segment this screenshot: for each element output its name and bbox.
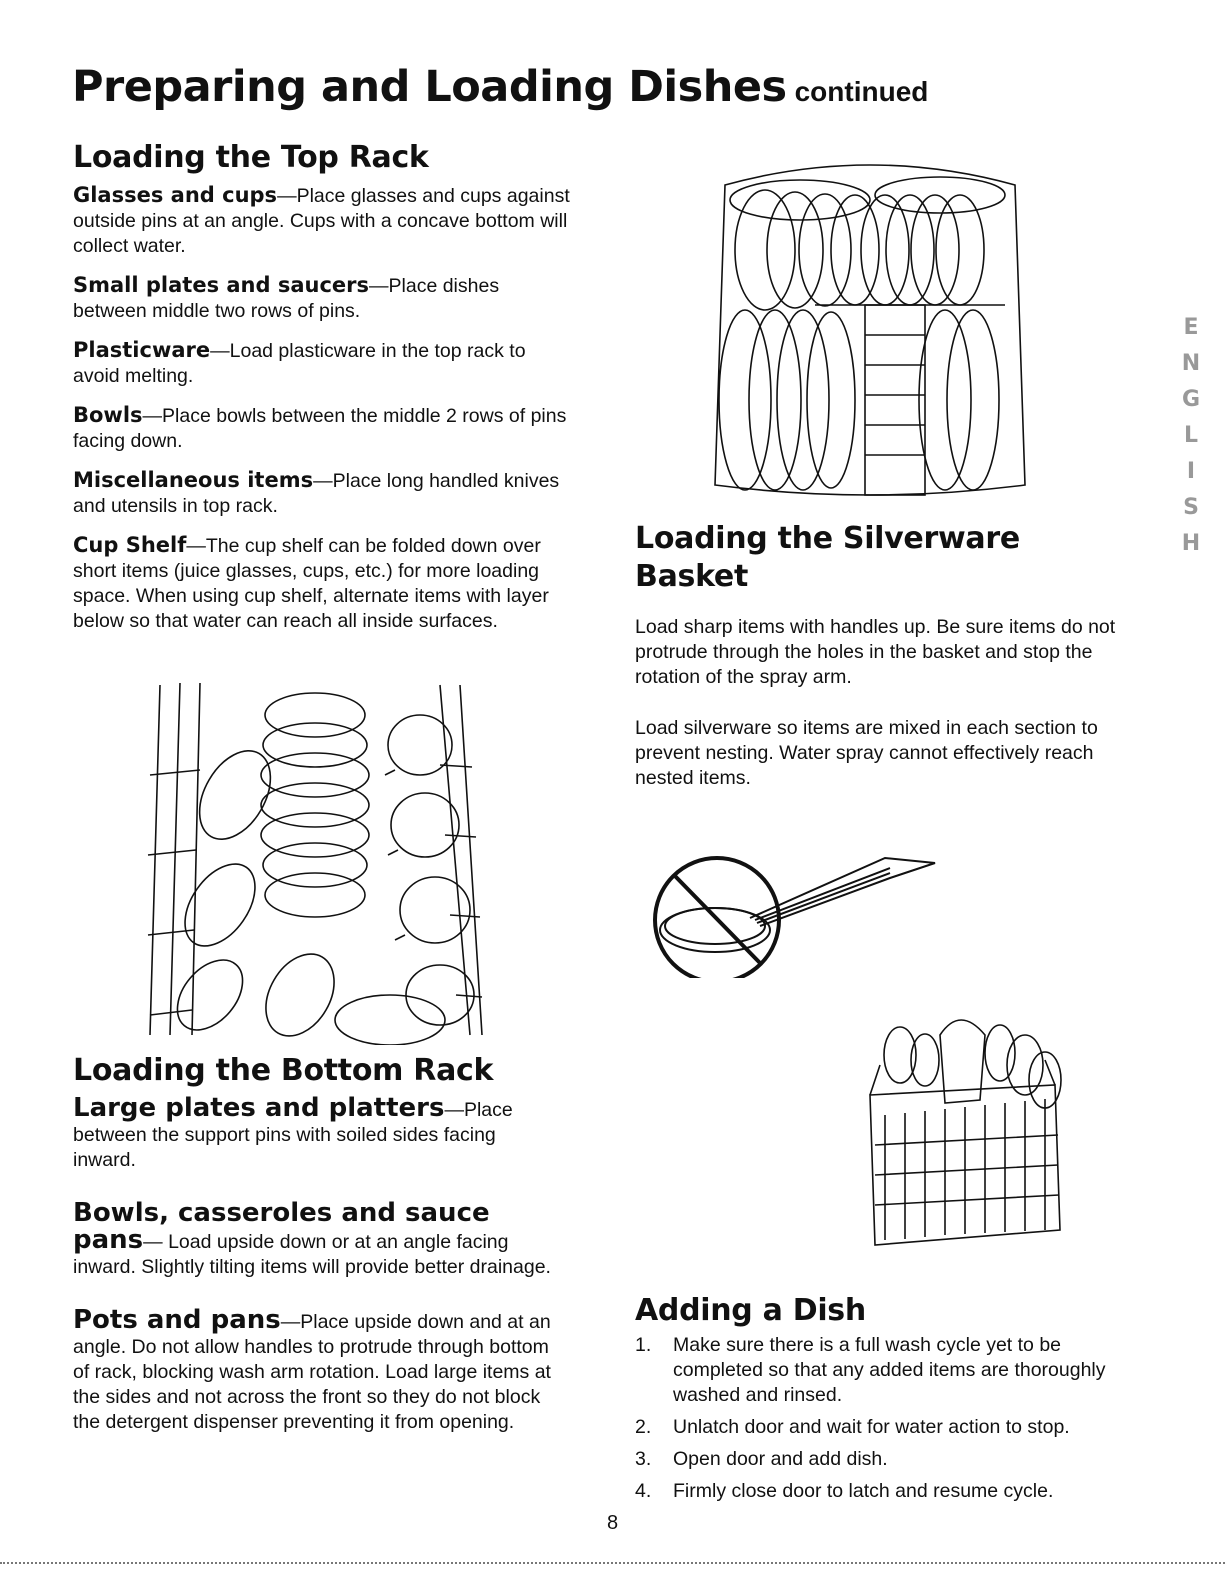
page-number: 8: [606, 1512, 619, 1534]
top-rack-heading: Loading the Top Rack: [73, 140, 429, 175]
top-rack-text: [73, 183, 573, 648]
bottom-rack-item: Large plates and platters—Place between the support pins with soiled sides facing inward.: [73, 1093, 513, 1171]
no-spoon-nesting-illustration: [645, 848, 945, 978]
list-item: 1. Make sure there is a full wash cycle yet to be completed so that any added items are thoroughly washed and rinsed.: [635, 1334, 1106, 1406]
list-item: 2. Unlatch door and wait for water action to stop.: [635, 1416, 1070, 1438]
top-rack-item: Glasses and cups—Place glasses and cups against outside pins at an angle. Cups with a concave bottom will collect water.: [73, 183, 570, 257]
bottom-rack-heading: Loading the Bottom Rack: [73, 1053, 494, 1088]
silverware-paragraph: Load sharp items with handles up. Be sure items do not protrude through the holes in the basket and stop the rotation of the spray arm.: [635, 616, 1116, 688]
top-rack-item: Cup Shelf—The cup shelf can be folded down over short items (juice glasses, cups, etc.) for more loading space. When using cup shelf, alternate items with layer below so that water can reach all inside surfaces.: [73, 533, 549, 632]
bottom-rack-text: [73, 1093, 563, 1449]
silverware-heading: Loading the Silverware Basket: [635, 521, 1020, 594]
silverware-paragraph: Load silverware so items are mixed in each section to prevent nesting. Water spray cannot effectively reach nested items.: [635, 717, 1098, 789]
list-item: 3. Open door and add dish.: [635, 1448, 888, 1470]
language-side-tab: ENGLISH: [1181, 315, 1201, 556]
top-rack-item: Miscellaneous items—Place long handled knives and utensils in top rack.: [73, 468, 560, 517]
footer-divider: [0, 1562, 1225, 1564]
silverware-text: [635, 615, 1125, 805]
top-rack-item: Small plates and saucers—Place dishes between middle two rows of pins.: [73, 273, 500, 322]
adding-dish-steps: [635, 1333, 1125, 1511]
bottom-rack-item: Bowls, casseroles and sauce pans— Load upside down or at an angle facing inward. Slightly tilting items will provide better drainage.: [73, 1198, 551, 1278]
list-item: 4. Firmly close door to latch and resume cycle.: [635, 1480, 1054, 1502]
top-rack-item: Bowls—Place bowls between the middle 2 rows of pins facing down.: [73, 403, 567, 452]
page-title: [72, 62, 928, 112]
page-title-text: Preparing and Loading Dishes: [72, 62, 787, 112]
bottom-rack-illustration: [705, 155, 1035, 500]
adding-dish-heading: Adding a Dish: [635, 1293, 866, 1328]
top-rack-illustration: [140, 675, 485, 1045]
bottom-rack-item: Pots and pans—Place upside down and at an angle. Do not allow handles to protrude through bottom of rack, blocking wash arm rotation. Load large items at the sides and not across the front so they do not block the detergent dispenser preventing it from opening.: [73, 1305, 551, 1433]
page-title-suffix: continued: [794, 76, 929, 107]
top-rack-item: Plasticware—Load plasticware in the top rack to avoid melting.: [73, 338, 526, 387]
silverware-basket-illustration: [860, 1005, 1065, 1250]
